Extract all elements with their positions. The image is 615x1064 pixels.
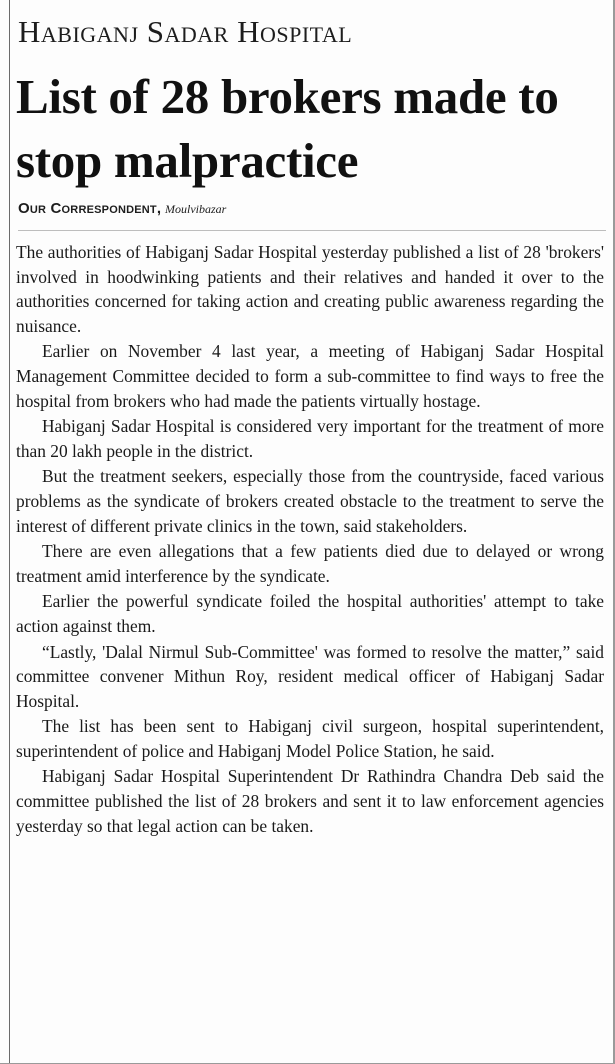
article-paragraph: There are even allegations that a few patients died due to delayed or wrong treatment amid interference by the syndicate. [16, 541, 604, 586]
column-rule-left [9, 0, 10, 1064]
byline-location: Moulvibazar [164, 202, 227, 216]
article-headline: List of 28 brokers made to stop malpractice [16, 69, 559, 188]
article-paragraph: Habiganj Sadar Hospital Superintendent Dr Rathindra Chandra Deb said the committee published the list of 28 brokers and sent it to law enforcement agencies yesterday so that legal action can be taken. [16, 766, 604, 836]
article-byline [18, 198, 226, 220]
article-paragraph: Earlier the powerful syndicate foiled the hospital authorities' attempt to take action against them. [16, 591, 604, 636]
byline-divider [18, 230, 606, 231]
article-paragraph: Earlier on November 4 last year, a meeting of Habiganj Sadar Hospital Management Committee decided to form a sub-committee to find ways to free the hospital from brokers who had made the patients virtually hostage. [16, 341, 604, 411]
article-paragraph: Habiganj Sadar Hospital is considered very important for the treatment of more than 20 lakh people in the district. [16, 416, 604, 461]
article-kicker: Habiganj Sadar Hospital [18, 14, 353, 49]
article-paragraph: But the treatment seekers, especially those from the countryside, faced various problems as the syndicate of brokers created obstacle to the treatment to serve the interest of different private clinics in the town, said stakeholders. [16, 466, 604, 536]
article-paragraph: The authorities of Habiganj Sadar Hospital yesterday published a list of 28 'brokers' involved in hoodwinking patients and their relatives and handed it over to the authorities concerned for taking action and creating public awareness regarding the nuisance. [16, 242, 604, 336]
byline-author: Our Correspondent, [18, 200, 162, 217]
article-paragraph: “Lastly, 'Dalal Nirmul Sub-Committee' was formed to resolve the matter,” said committee convener Mithun Roy, resident medical officer of Habiganj Sadar Hospital. [16, 641, 604, 711]
article-paragraph: The list has been sent to Habiganj civil surgeon, hospital superintendent, superintendent of police and Habiganj Model Police Station, he said. [16, 716, 604, 761]
article-body [16, 240, 604, 839]
